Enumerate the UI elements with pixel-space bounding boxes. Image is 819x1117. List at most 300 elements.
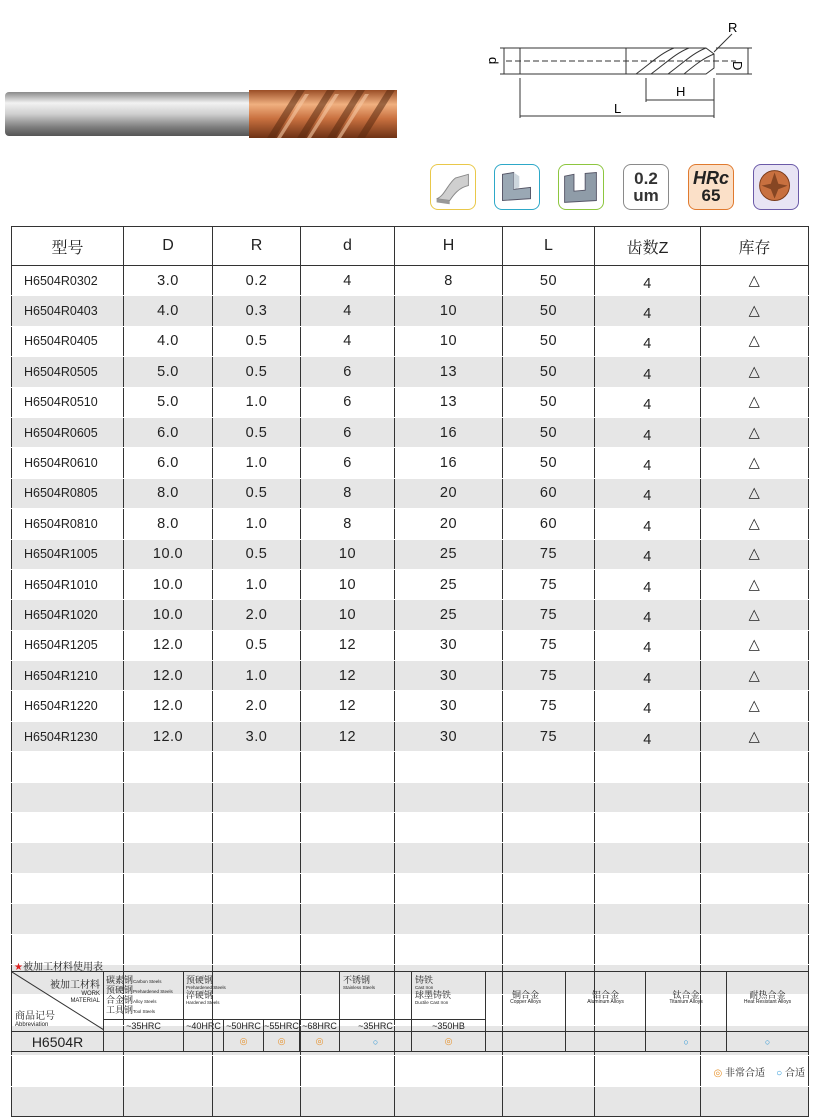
cell-teeth: 4	[595, 600, 701, 630]
cell-stock: △	[701, 630, 809, 660]
cell-stock: △	[701, 509, 809, 539]
cell-teeth: 4	[595, 357, 701, 387]
cell-model	[12, 813, 124, 843]
table-row	[12, 448, 809, 478]
suitability-mark: ◎	[224, 1032, 264, 1052]
cell-R: 0.5	[213, 539, 301, 569]
cell-H	[395, 782, 503, 812]
cell-teeth	[595, 843, 701, 873]
cell-stock	[701, 752, 809, 782]
cell-L: 75	[503, 691, 595, 721]
cell-H: 30	[395, 661, 503, 691]
hardness-cell: ~68HRC	[300, 1020, 340, 1032]
cell-d	[301, 843, 395, 873]
cell-model: H6504R0302	[12, 266, 124, 296]
dim-L-label: L	[614, 101, 622, 116]
corner-abbr-en: Abbreviation	[15, 1022, 49, 1028]
table-row	[12, 1086, 809, 1116]
group-label-en: Stainless Steels	[343, 985, 376, 990]
cell-R	[213, 1086, 301, 1116]
cell-L: 75	[503, 661, 595, 691]
cell-R: 0.5	[213, 326, 301, 356]
coating-icon	[753, 164, 799, 210]
suitable-label: 合适	[785, 1068, 805, 1079]
cell-R: 1.0	[213, 509, 301, 539]
cell-teeth	[595, 934, 701, 964]
cell-model	[12, 1056, 124, 1086]
hardness-cell: ~50HRC	[224, 1020, 264, 1032]
hardness-value: 65	[701, 186, 721, 205]
group-aluminum	[566, 972, 646, 1032]
group-cast-iron	[412, 972, 486, 1020]
header-d: d	[301, 227, 395, 266]
cell-stock	[701, 904, 809, 934]
cell-H	[395, 873, 503, 903]
cell-model: H6504R1210	[12, 661, 124, 691]
cell-model: H6504R0810	[12, 509, 124, 539]
group-label: 工具钢	[106, 1005, 134, 1015]
cell-d: 4	[301, 296, 395, 326]
very-suitable-label: 非常合适	[725, 1068, 766, 1079]
cell-R	[213, 934, 301, 964]
cell-R: 0.5	[213, 357, 301, 387]
cell-d: 6	[301, 357, 395, 387]
cell-stock	[701, 873, 809, 903]
product-code: H6504R	[12, 1032, 104, 1052]
cell-H: 8	[395, 266, 503, 296]
cell-d: 4	[301, 266, 395, 296]
cell-stock: △	[701, 600, 809, 630]
suitability-mark	[566, 1032, 646, 1052]
cell-stock	[701, 934, 809, 964]
table-row	[12, 813, 809, 843]
group-label: 铸铁	[415, 975, 434, 985]
header-H: H	[395, 227, 503, 266]
table-row	[12, 873, 809, 903]
group-label: 铝合金	[592, 990, 620, 1000]
group-hardened-steel	[184, 972, 340, 1020]
cell-teeth: 4	[595, 296, 701, 326]
cell-teeth: 4	[595, 478, 701, 508]
group-copper	[486, 972, 566, 1032]
header-teeth: 齿数Z	[595, 227, 701, 266]
hardness-cell: ~35HRC	[340, 1020, 412, 1032]
cell-d	[301, 1086, 395, 1116]
cell-D: 8.0	[124, 478, 213, 508]
cell-model	[12, 1086, 124, 1116]
table-row	[12, 630, 809, 660]
table-row	[12, 691, 809, 721]
cell-L	[503, 873, 595, 903]
suitability-mark: ○	[727, 1032, 809, 1052]
suitability-mark: ○	[646, 1032, 727, 1052]
cell-stock: △	[701, 326, 809, 356]
cell-d	[301, 752, 395, 782]
group-label: 碳素钢	[106, 975, 134, 985]
group-label-en: Heat Resistant Alloys	[743, 999, 792, 1005]
cell-D: 3.0	[124, 266, 213, 296]
dim-d-label: d	[486, 57, 501, 65]
cell-H: 30	[395, 630, 503, 660]
header-D: D	[124, 227, 213, 266]
suitability-mark	[104, 1032, 184, 1052]
group-label-en: Hardened Steels	[186, 1000, 220, 1005]
corner-work-en2: MATERIAL	[70, 998, 100, 1004]
cell-model	[12, 843, 124, 873]
table-row	[12, 1056, 809, 1086]
suitability-mark: ○	[340, 1032, 412, 1052]
dim-D-label: D	[730, 61, 745, 71]
hardness-cell: ~350HB	[412, 1020, 486, 1032]
cell-D	[124, 873, 213, 903]
cell-R: 1.0	[213, 448, 301, 478]
cell-H: 30	[395, 691, 503, 721]
cell-D: 12.0	[124, 721, 213, 751]
profile-milling-icon	[430, 164, 476, 210]
header-L: L	[503, 227, 595, 266]
cell-R: 2.0	[213, 600, 301, 630]
end-mill-photo	[5, 88, 397, 140]
table-row	[12, 904, 809, 934]
cell-R: 1.0	[213, 661, 301, 691]
table-row	[12, 266, 809, 296]
suitability-mark: ◎	[412, 1032, 486, 1052]
slotting-icon	[558, 164, 604, 210]
corner-abbr-cn: 商品记号	[15, 1011, 55, 1022]
cell-R: 3.0	[213, 721, 301, 751]
cell-teeth	[595, 782, 701, 812]
cell-H: 13	[395, 357, 503, 387]
cell-H: 10	[395, 326, 503, 356]
cell-model: H6504R1230	[12, 721, 124, 751]
group-heat-resistant	[727, 972, 809, 1032]
cell-R: 1.0	[213, 569, 301, 599]
cell-L: 75	[503, 630, 595, 660]
cell-R	[213, 873, 301, 903]
cell-model: H6504R1205	[12, 630, 124, 660]
cell-d: 10	[301, 569, 395, 599]
table-row	[12, 326, 809, 356]
suitability-mark	[486, 1032, 566, 1052]
table-row	[12, 387, 809, 417]
group-label-en: Titanium Alloys	[669, 999, 703, 1005]
cell-L	[503, 752, 595, 782]
cell-R	[213, 843, 301, 873]
cell-R: 0.3	[213, 296, 301, 326]
material-corner-cell	[12, 972, 104, 1032]
cell-L: 50	[503, 326, 595, 356]
hardness-badge	[688, 164, 734, 210]
material-table	[11, 971, 809, 1052]
cell-model: H6504R0605	[12, 417, 124, 447]
cell-H	[395, 1086, 503, 1116]
cell-R	[213, 904, 301, 934]
group-titanium	[646, 972, 727, 1032]
cell-stock: △	[701, 539, 809, 569]
cell-D: 4.0	[124, 296, 213, 326]
header-stock: 库存	[701, 227, 809, 266]
cell-stock: △	[701, 448, 809, 478]
group-label: 预硬钢	[186, 975, 214, 985]
group-label-en: Carbon Steels	[133, 979, 162, 984]
hardness-cell: ~55HRC	[264, 1020, 299, 1031]
cell-d: 6	[301, 448, 395, 478]
table-row	[12, 661, 809, 691]
material-title-text: 被加工材料使用表	[22, 962, 103, 973]
cell-H: 20	[395, 509, 503, 539]
hardness-unit: HRc	[692, 168, 729, 188]
cell-D	[124, 813, 213, 843]
cell-D: 10.0	[124, 539, 213, 569]
suitability-mark	[184, 1032, 224, 1052]
cell-teeth: 4	[595, 417, 701, 447]
dim-H-label: H	[676, 84, 686, 99]
cell-teeth	[595, 813, 701, 843]
cell-d	[301, 813, 395, 843]
cell-D: 5.0	[124, 357, 213, 387]
cell-R: 0.5	[213, 417, 301, 447]
tolerance-unit: um	[633, 186, 659, 205]
very-suitable-symbol: ◎	[713, 1068, 723, 1079]
dim-R-label: R	[728, 20, 738, 35]
cell-D: 10.0	[124, 600, 213, 630]
cell-stock: △	[701, 266, 809, 296]
cell-R	[213, 1056, 301, 1086]
cell-model: H6504R0610	[12, 448, 124, 478]
group-label: 铜合金	[512, 990, 540, 1000]
cell-d: 4	[301, 326, 395, 356]
table-row	[12, 478, 809, 508]
cell-teeth: 4	[595, 326, 701, 356]
tolerance-badge	[623, 164, 669, 210]
cell-L: 50	[503, 266, 595, 296]
group-label: 不锈钢	[343, 975, 371, 985]
cell-L: 60	[503, 478, 595, 508]
cell-teeth	[595, 1056, 701, 1086]
cell-teeth: 4	[595, 387, 701, 417]
hardness-cell: ~35HRC	[104, 1020, 184, 1032]
cell-L: 50	[503, 357, 595, 387]
table-row	[12, 600, 809, 630]
cell-L: 75	[503, 569, 595, 599]
cell-H: 25	[395, 539, 503, 569]
spec-header-row	[12, 227, 809, 266]
cell-L: 75	[503, 721, 595, 751]
table-row	[12, 296, 809, 326]
legend	[714, 1064, 805, 1079]
cell-teeth	[595, 904, 701, 934]
cell-H: 16	[395, 417, 503, 447]
cell-R	[213, 813, 301, 843]
table-row	[12, 934, 809, 964]
cell-d	[301, 904, 395, 934]
cell-stock: △	[701, 478, 809, 508]
cell-model: H6504R0403	[12, 296, 124, 326]
table-row	[12, 752, 809, 782]
group-label: 预硬钢	[106, 985, 134, 995]
shoulder-milling-icon	[494, 164, 540, 210]
cell-d: 12	[301, 691, 395, 721]
cell-L	[503, 782, 595, 812]
cell-teeth: 4	[595, 539, 701, 569]
cell-model: H6504R0510	[12, 387, 124, 417]
cell-teeth: 4	[595, 266, 701, 296]
table-row	[12, 417, 809, 447]
dimension-drawing	[486, 18, 752, 126]
group-label: 淬硬钢	[186, 990, 214, 1000]
cell-R: 0.5	[213, 630, 301, 660]
cell-L: 75	[503, 539, 595, 569]
cell-D	[124, 843, 213, 873]
cell-H: 13	[395, 387, 503, 417]
cell-stock	[701, 813, 809, 843]
cell-R: 1.0	[213, 387, 301, 417]
cell-L: 50	[503, 387, 595, 417]
cell-H	[395, 1056, 503, 1086]
group-label: 钛合金	[672, 990, 700, 1000]
cell-model: H6504R1020	[12, 600, 124, 630]
cell-D: 6.0	[124, 417, 213, 447]
cell-H	[395, 752, 503, 782]
cell-L	[503, 843, 595, 873]
cell-L: 50	[503, 448, 595, 478]
cell-stock: △	[701, 296, 809, 326]
cell-D: 12.0	[124, 661, 213, 691]
cell-d	[301, 1056, 395, 1086]
cell-L: 60	[503, 509, 595, 539]
cell-model: H6504R0505	[12, 357, 124, 387]
cell-d: 12	[301, 630, 395, 660]
cell-R: 2.0	[213, 691, 301, 721]
cell-teeth	[595, 873, 701, 903]
cell-teeth: 4	[595, 569, 701, 599]
cell-D: 8.0	[124, 509, 213, 539]
cell-H: 30	[395, 721, 503, 751]
cell-D	[124, 782, 213, 812]
table-row	[12, 721, 809, 751]
cell-D	[124, 752, 213, 782]
cell-R: 0.5	[213, 478, 301, 508]
cell-stock: △	[701, 357, 809, 387]
cell-H: 25	[395, 600, 503, 630]
cell-model	[12, 873, 124, 903]
group-label: 合金钢	[106, 995, 134, 1005]
tolerance-value: 0.2	[634, 169, 658, 188]
cell-D	[124, 904, 213, 934]
cell-d: 6	[301, 387, 395, 417]
cell-model: H6504R0805	[12, 478, 124, 508]
corner-work-cn: 被加工材料	[50, 980, 100, 991]
cell-d: 10	[301, 600, 395, 630]
cell-d: 6	[301, 417, 395, 447]
table-row	[12, 782, 809, 812]
cell-H	[395, 813, 503, 843]
cell-d: 12	[301, 721, 395, 751]
cell-model	[12, 782, 124, 812]
cell-model: H6504R1220	[12, 691, 124, 721]
cell-model: H6504R1005	[12, 539, 124, 569]
cell-stock	[701, 843, 809, 873]
table-row	[12, 539, 809, 569]
cell-d	[301, 873, 395, 903]
cell-H: 10	[395, 296, 503, 326]
group-label: 耐热合金	[749, 990, 786, 1000]
cell-teeth	[595, 752, 701, 782]
cell-teeth: 4	[595, 691, 701, 721]
cell-D	[124, 1056, 213, 1086]
header-R: R	[213, 227, 301, 266]
cell-H: 16	[395, 448, 503, 478]
cell-H	[395, 934, 503, 964]
table-row	[12, 509, 809, 539]
cell-stock	[701, 1086, 809, 1116]
suitability-mark: ◎	[264, 1032, 300, 1052]
cell-stock: △	[701, 661, 809, 691]
cell-L	[503, 813, 595, 843]
group-stainless	[340, 972, 412, 1020]
cell-teeth: 4	[595, 509, 701, 539]
table-row	[12, 357, 809, 387]
cell-H	[395, 843, 503, 873]
suitability-mark: ◎	[300, 1032, 340, 1052]
cell-L	[503, 1086, 595, 1116]
table-row	[12, 569, 809, 599]
cell-L: 75	[503, 600, 595, 630]
cell-teeth: 4	[595, 661, 701, 691]
cell-stock: △	[701, 691, 809, 721]
cell-H: 25	[395, 569, 503, 599]
cell-H	[395, 904, 503, 934]
cell-L: 50	[503, 417, 595, 447]
cell-d: 8	[301, 478, 395, 508]
cell-L	[503, 934, 595, 964]
cell-stock: △	[701, 721, 809, 751]
cell-D: 12.0	[124, 630, 213, 660]
cell-D: 6.0	[124, 448, 213, 478]
group-label-en: Tool Steels	[133, 1009, 156, 1014]
cell-H: 20	[395, 478, 503, 508]
cell-stock: △	[701, 417, 809, 447]
cell-d	[301, 934, 395, 964]
cell-teeth: 4	[595, 630, 701, 660]
cell-D: 5.0	[124, 387, 213, 417]
cell-L: 50	[503, 296, 595, 326]
cell-D: 10.0	[124, 569, 213, 599]
cell-model	[12, 904, 124, 934]
group-label-en: Prehardened Steels	[186, 985, 226, 990]
suitable-symbol: ○	[776, 1068, 783, 1079]
cell-stock: △	[701, 569, 809, 599]
cell-model: H6504R1010	[12, 569, 124, 599]
cell-stock: △	[701, 387, 809, 417]
group-label-en: Prehardened Steels	[133, 989, 173, 994]
cell-model: H6504R0405	[12, 326, 124, 356]
cell-D	[124, 1086, 213, 1116]
group-label-en: Ductile Cast Iron	[415, 1000, 449, 1005]
cell-d: 12	[301, 661, 395, 691]
star-icon: ★	[14, 962, 23, 973]
corner-work-en1: WORK	[81, 991, 100, 997]
group-label-en: Alloy Steels	[133, 999, 157, 1004]
cell-D: 4.0	[124, 326, 213, 356]
cell-teeth: 4	[595, 448, 701, 478]
cell-R	[213, 782, 301, 812]
cell-D	[124, 934, 213, 964]
cell-stock	[701, 782, 809, 812]
cell-L	[503, 1056, 595, 1086]
group-carbon-steel	[104, 972, 184, 1020]
cell-model	[12, 752, 124, 782]
